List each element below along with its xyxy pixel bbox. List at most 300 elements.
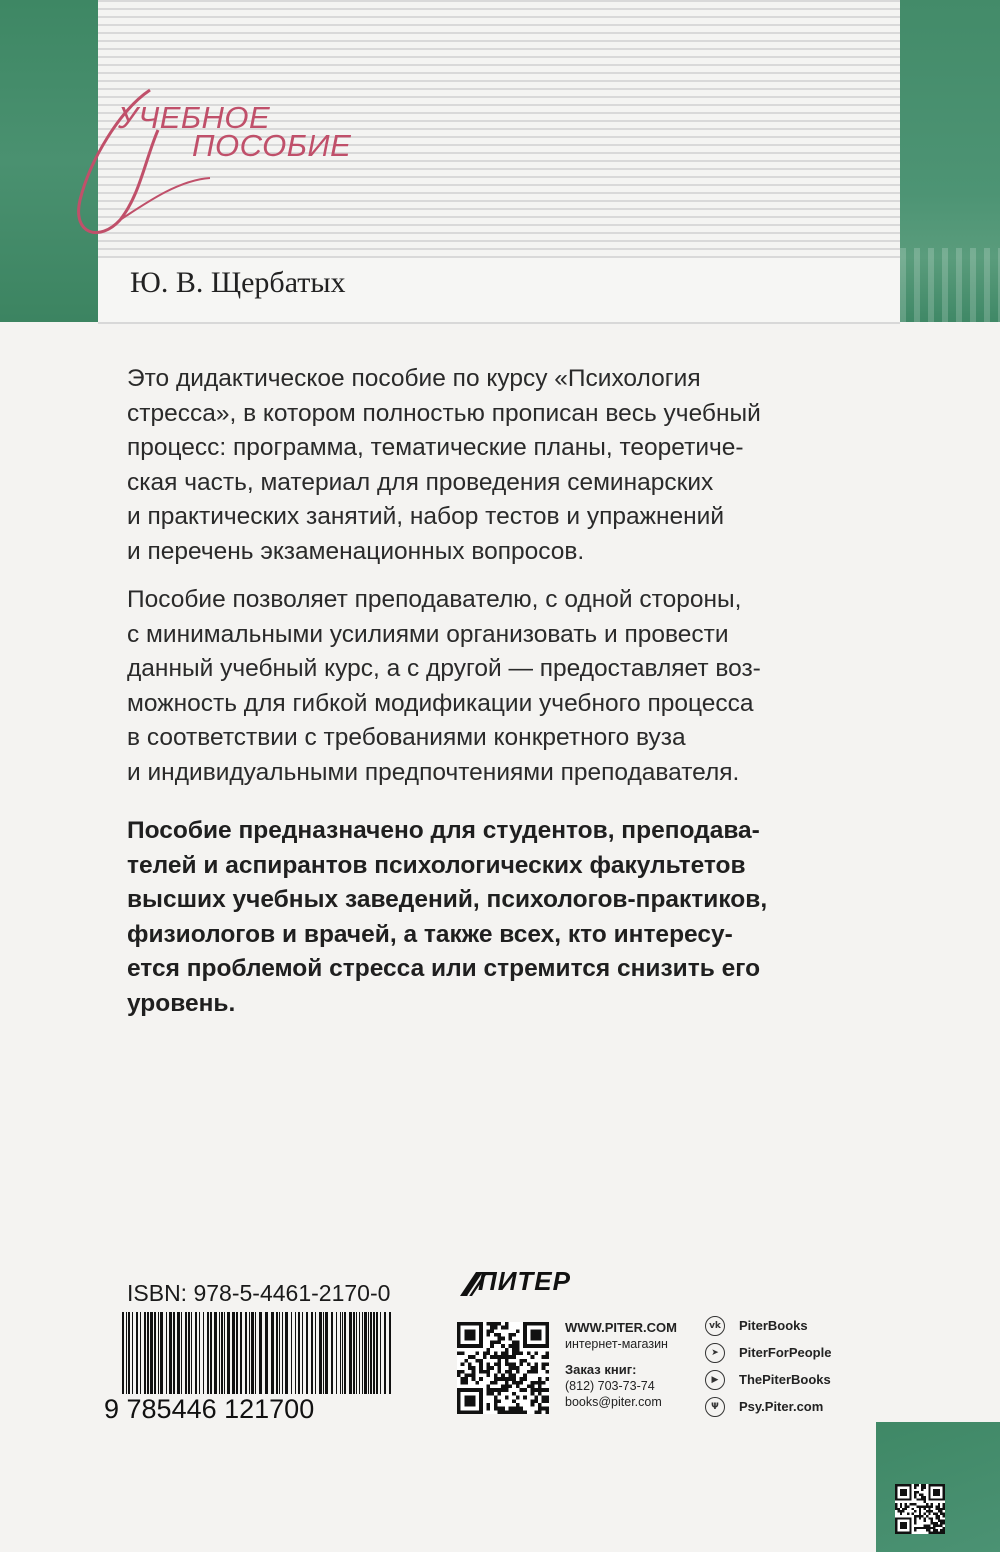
text-line: телей и аспирантов психологических факультетов: [127, 851, 746, 879]
qr-module: [497, 1377, 501, 1381]
barcode-bar: [195, 1312, 197, 1396]
qr-module: [490, 1355, 494, 1359]
qr-module: [538, 1337, 542, 1341]
qr-module: [472, 1344, 476, 1348]
qr-module: [542, 1381, 546, 1385]
qr-module: [895, 1489, 897, 1491]
barcode-bar: [122, 1312, 124, 1396]
qr-module: [542, 1355, 546, 1359]
qr-module: [905, 1484, 907, 1486]
barcode-bar: [389, 1312, 391, 1396]
qr-module: [494, 1326, 498, 1330]
text-line: физиологов и врачей, а также всех, кто интересу-: [127, 920, 733, 948]
qr-module: [457, 1322, 461, 1326]
qr-module: [509, 1362, 513, 1366]
qr-module: [940, 1484, 942, 1486]
qr-module: [924, 1513, 926, 1515]
qr-module: [933, 1484, 935, 1486]
qr-module: [902, 1510, 904, 1512]
barcode-bar: [185, 1312, 187, 1396]
audience-paragraph: [127, 814, 897, 1021]
qr-module: [468, 1396, 472, 1400]
qr-module: [490, 1388, 494, 1392]
qr-module: [464, 1374, 468, 1378]
qr-module: [468, 1388, 472, 1392]
qr-module: [938, 1520, 940, 1522]
qr-module: [909, 1496, 911, 1498]
qr-module: [940, 1513, 942, 1515]
qr-module: [900, 1489, 902, 1491]
qr-module: [538, 1392, 542, 1396]
youtube-icon: ▶: [705, 1370, 725, 1390]
barcode-bar: [154, 1312, 156, 1396]
qr-module: [895, 1529, 897, 1531]
barcode-bar: [373, 1312, 375, 1396]
qr-module: [938, 1498, 940, 1500]
barcode-bar: [295, 1312, 296, 1396]
qr-module: [512, 1333, 516, 1337]
qr-module: [902, 1498, 904, 1500]
qr-module: [914, 1520, 916, 1522]
qr-module: [531, 1392, 535, 1396]
qr-module: [943, 1496, 945, 1498]
qr-module: [907, 1484, 909, 1486]
qr-module: [494, 1396, 498, 1400]
qr-module: [461, 1351, 465, 1355]
qr-module: [545, 1355, 549, 1359]
qr-module: [897, 1484, 899, 1486]
qr-module: [468, 1355, 472, 1359]
qr-module: [902, 1508, 904, 1510]
qr-code: [457, 1322, 549, 1414]
order-email[interactable]: books@piter.com: [565, 1395, 662, 1409]
text-line: Пособие предназначено для студентов, преподава-: [127, 817, 760, 844]
qr-module: [472, 1337, 476, 1341]
qr-module: [895, 1491, 897, 1493]
barcode-bar: [249, 1312, 250, 1396]
qr-module: [472, 1322, 476, 1326]
qr-module: [512, 1392, 516, 1396]
qr-module: [935, 1513, 937, 1515]
barcode-bar: [368, 1312, 369, 1396]
qr-module: [926, 1505, 928, 1507]
qr-module: [494, 1374, 498, 1378]
barcode-digits: 9 785446 121700: [104, 1394, 315, 1422]
qr-module: [479, 1370, 483, 1374]
text-line: стресса», в котором полностью прописан весь учебный: [127, 399, 761, 427]
qr-module: [935, 1491, 937, 1493]
qr-module: [475, 1359, 479, 1363]
qr-module: [928, 1517, 930, 1519]
qr-module: [531, 1322, 535, 1326]
qr-module: [516, 1370, 520, 1374]
qr-module: [919, 1510, 921, 1512]
qr-module: [545, 1344, 549, 1348]
qr-module: [924, 1505, 926, 1507]
text-line: Пособие позволяет преподавателю, с одной стороны,: [127, 586, 742, 613]
qr-module: [512, 1381, 516, 1385]
barcode-bar: [203, 1312, 204, 1396]
qr-module: [909, 1524, 911, 1526]
qr-module: [516, 1403, 520, 1407]
qr-module: [916, 1515, 918, 1517]
qr-module: [534, 1410, 538, 1414]
qr-module: [468, 1344, 472, 1348]
qr-module: [457, 1374, 461, 1378]
barcode-bar: [136, 1312, 138, 1396]
text-line: Это дидактическое пособие по курсу «Психология: [127, 365, 701, 392]
qr-module: [933, 1498, 935, 1500]
qr-module: [512, 1348, 516, 1352]
qr-module: [924, 1501, 926, 1503]
qr-module: [461, 1362, 465, 1366]
qr-module: [516, 1385, 520, 1389]
qr-module: [527, 1344, 531, 1348]
qr-module: [497, 1337, 501, 1341]
qr-module: [935, 1498, 937, 1500]
qr-module: [902, 1522, 904, 1524]
barcode-bar: [140, 1312, 141, 1396]
qr-module: [940, 1520, 942, 1522]
barcode-bar: [384, 1312, 386, 1396]
qr-module: [457, 1403, 461, 1407]
qr-module: [900, 1522, 902, 1524]
qr-module: [486, 1348, 490, 1352]
qr-module: [916, 1505, 918, 1507]
text-line: процесс: программа, тематические планы, теоретиче-: [127, 434, 744, 461]
qr-module: [494, 1377, 498, 1381]
qr-module: [512, 1366, 516, 1370]
qr-module: [938, 1484, 940, 1486]
qr-module: [531, 1337, 535, 1341]
qr-module: [523, 1388, 527, 1392]
qr-module: [468, 1374, 472, 1378]
qr-module: [900, 1532, 902, 1534]
qr-module: [938, 1532, 940, 1534]
text-line: и перечень экзаменационных вопросов.: [127, 537, 585, 565]
qr-module: [527, 1370, 531, 1374]
qr-module: [509, 1366, 513, 1370]
barcode-bar: [160, 1312, 163, 1396]
barcode-bar: [150, 1312, 153, 1396]
qr-module: [475, 1351, 479, 1355]
qr-module: [900, 1491, 902, 1493]
qr-module: [516, 1407, 520, 1411]
qr-module: [928, 1496, 930, 1498]
qr-module: [531, 1385, 535, 1389]
qr-module: [545, 1388, 549, 1392]
qr-module: [909, 1527, 911, 1529]
qr-module: [534, 1388, 538, 1392]
qr-module: [909, 1498, 911, 1500]
qr-module: [907, 1513, 909, 1515]
qr-module: [523, 1322, 527, 1326]
barcode-bar: [236, 1312, 238, 1396]
qr-module: [538, 1333, 542, 1337]
qr-module: [534, 1322, 538, 1326]
qr-module: [523, 1374, 527, 1378]
barcode-bar: [344, 1312, 346, 1396]
qr-module: [501, 1385, 505, 1389]
qr-module: [938, 1489, 940, 1491]
qr-module: [509, 1374, 513, 1378]
qr-module: [505, 1348, 509, 1352]
qr-module: [497, 1355, 501, 1359]
qr-module: [479, 1399, 483, 1403]
qr-module: [509, 1410, 513, 1414]
qr-module: [938, 1517, 940, 1519]
qr-module: [928, 1494, 930, 1496]
qr-module: [895, 1505, 897, 1507]
qr-module: [924, 1484, 926, 1486]
qr-module: [472, 1366, 476, 1370]
qr-module: [935, 1529, 937, 1531]
qr-module: [895, 1503, 897, 1505]
qr-module: [494, 1388, 498, 1392]
qr-module: [490, 1326, 494, 1330]
qr-module: [938, 1503, 940, 1505]
qr-module: [512, 1351, 516, 1355]
qr-module: [897, 1532, 899, 1534]
qr-module: [472, 1403, 476, 1407]
barcode-bar: [319, 1312, 322, 1396]
qr-module: [479, 1359, 483, 1363]
qr-module: [468, 1322, 472, 1326]
text-line: можность для гибкой модификации учебного процесса: [127, 689, 754, 717]
qr-module: [512, 1399, 516, 1403]
barcode-bar: [364, 1312, 367, 1396]
qr-module: [943, 1494, 945, 1496]
qr-module: [538, 1344, 542, 1348]
qr-module: [895, 1494, 897, 1496]
qr-module: [497, 1340, 501, 1344]
barcode-bar: [325, 1312, 328, 1396]
qr-module: [457, 1392, 461, 1396]
qr-module: [912, 1513, 914, 1515]
barcode-bar: [311, 1312, 313, 1396]
qr-module: [940, 1510, 942, 1512]
qr-module: [501, 1374, 505, 1378]
qr-module: [902, 1532, 904, 1534]
qr-module: [935, 1532, 937, 1534]
psi-icon: Ψ: [705, 1397, 725, 1417]
barcode-bar: [169, 1312, 172, 1396]
qr-module: [486, 1407, 490, 1411]
qr-module: [931, 1498, 933, 1500]
social-label: PiterForPeople: [739, 1345, 832, 1360]
qr-module: [921, 1496, 923, 1498]
qr-module: [900, 1510, 902, 1512]
qr-module: [534, 1333, 538, 1337]
barcode-bar: [259, 1312, 262, 1396]
qr-module: [457, 1370, 461, 1374]
qr-module: [479, 1322, 483, 1326]
qr-module: [486, 1385, 490, 1389]
qr-module: [516, 1329, 520, 1333]
qr-module: [545, 1322, 549, 1326]
qr-module: [472, 1396, 476, 1400]
qr-module: [928, 1529, 930, 1531]
qr-module: [900, 1517, 902, 1519]
qr-module: [895, 1508, 897, 1510]
qr-module: [479, 1392, 483, 1396]
qr-module: [926, 1510, 928, 1512]
qr-module: [486, 1351, 490, 1355]
qr-module: [538, 1410, 542, 1414]
qr-module: [461, 1370, 465, 1374]
qr-module: [490, 1340, 494, 1344]
qr-module: [531, 1381, 535, 1385]
barcode-bar: [173, 1312, 175, 1396]
qr-module: [943, 1503, 945, 1505]
qr-module: [943, 1484, 945, 1486]
qr-module: [457, 1326, 461, 1330]
qr-module: [905, 1505, 907, 1507]
qr-module: [921, 1486, 923, 1488]
qr-module: [523, 1337, 527, 1341]
qr-module: [914, 1491, 916, 1493]
qr-module: [461, 1322, 465, 1326]
qr-module: [943, 1522, 945, 1524]
barcode-bar: [276, 1312, 278, 1396]
qr-module: [534, 1351, 538, 1355]
qr-module: [505, 1359, 509, 1363]
qr-module: [523, 1396, 527, 1400]
qr-module: [516, 1366, 520, 1370]
qr-module: [523, 1359, 527, 1363]
qr-module: [505, 1370, 509, 1374]
qr-module: [938, 1494, 940, 1496]
qr-module: [931, 1484, 933, 1486]
qr-module: [479, 1337, 483, 1341]
qr-module: [501, 1355, 505, 1359]
qr-module: [512, 1340, 516, 1344]
qr-module: [520, 1362, 524, 1366]
qr-module: [464, 1322, 468, 1326]
barcode-bar: [227, 1312, 230, 1396]
qr-module: [501, 1388, 505, 1392]
qr-module: [943, 1532, 945, 1534]
qr-module: [538, 1377, 542, 1381]
text-line: уровень.: [127, 989, 236, 1017]
qr-module: [534, 1366, 538, 1370]
qr-module: [905, 1522, 907, 1524]
qr-module: [931, 1520, 933, 1522]
qr-module: [464, 1337, 468, 1341]
qr-module: [905, 1524, 907, 1526]
qr-module: [921, 1494, 923, 1496]
social-label: Psy.Piter.com: [739, 1399, 824, 1414]
qr-module: [897, 1510, 899, 1512]
qr-module: [919, 1515, 921, 1517]
qr-module: [538, 1322, 542, 1326]
qr-module: [895, 1498, 897, 1500]
qr-module: [928, 1498, 930, 1500]
qr-module: [542, 1362, 546, 1366]
qr-module: [542, 1322, 546, 1326]
qr-module: [902, 1517, 904, 1519]
qr-module: [538, 1388, 542, 1392]
qr-module: [938, 1515, 940, 1517]
qr-module: [928, 1527, 930, 1529]
qr-module: [501, 1410, 505, 1414]
qr-module: [468, 1362, 472, 1366]
qr-module: [479, 1362, 483, 1366]
qr-module: [512, 1362, 516, 1366]
qr-module: [928, 1505, 930, 1507]
qr-module: [921, 1484, 923, 1486]
barcode-bar: [255, 1312, 256, 1396]
barcode-bar: [210, 1312, 212, 1396]
qr-module: [935, 1489, 937, 1491]
qr-module: [457, 1337, 461, 1341]
qr-module: [468, 1366, 472, 1370]
qr-module: [531, 1366, 535, 1370]
qr-module: [919, 1508, 921, 1510]
qr-module: [472, 1370, 476, 1374]
qr-module: [486, 1370, 490, 1374]
qr-module: [475, 1410, 479, 1414]
qr-module: [505, 1385, 509, 1389]
small-qr-code: [895, 1484, 945, 1534]
qr-module: [494, 1333, 498, 1337]
qr-module: [931, 1527, 933, 1529]
qr-module: [935, 1484, 937, 1486]
qr-module: [479, 1388, 483, 1392]
qr-module: [464, 1410, 468, 1414]
qr-module: [895, 1532, 897, 1534]
qr-module: [523, 1333, 527, 1337]
barcode-bar: [282, 1312, 283, 1396]
text-line: и практических занятий, набор тестов и упражнений: [127, 503, 725, 530]
qr-module: [943, 1529, 945, 1531]
series-title-line2: ПОСОБИЕ: [192, 128, 352, 163]
qr-module: [534, 1344, 538, 1348]
barcode-bar: [291, 1312, 292, 1396]
barcode-bar: [181, 1312, 182, 1396]
barcode-bar: [128, 1312, 130, 1396]
barcode-bar: [177, 1312, 180, 1396]
barcode-bar: [224, 1312, 225, 1396]
qr-module: [464, 1399, 468, 1403]
qr-module: [531, 1388, 535, 1392]
qr-module: [509, 1385, 513, 1389]
qr-module: [914, 1494, 916, 1496]
qr-module: [900, 1498, 902, 1500]
qr-module: [523, 1344, 527, 1348]
qr-module: [472, 1355, 476, 1359]
qr-module: [924, 1486, 926, 1488]
qr-module: [928, 1484, 930, 1486]
description-paragraph-2: [127, 583, 897, 790]
qr-module: [516, 1381, 520, 1385]
qr-module: [475, 1344, 479, 1348]
qr-module: [545, 1351, 549, 1355]
qr-module: [940, 1532, 942, 1534]
qr-module: [943, 1491, 945, 1493]
barcode-bar: [298, 1312, 300, 1396]
barcode-bar: [331, 1312, 333, 1396]
qr-module: [933, 1494, 935, 1496]
qr-module: [938, 1491, 940, 1493]
barcode-bar: [323, 1312, 324, 1396]
qr-module: [902, 1524, 904, 1526]
publisher-site[interactable]: WWW.PITER.COM: [565, 1320, 677, 1335]
qr-module: [527, 1351, 531, 1355]
qr-module: [479, 1333, 483, 1337]
barcode-bar: [166, 1312, 167, 1396]
qr-module: [542, 1396, 546, 1400]
